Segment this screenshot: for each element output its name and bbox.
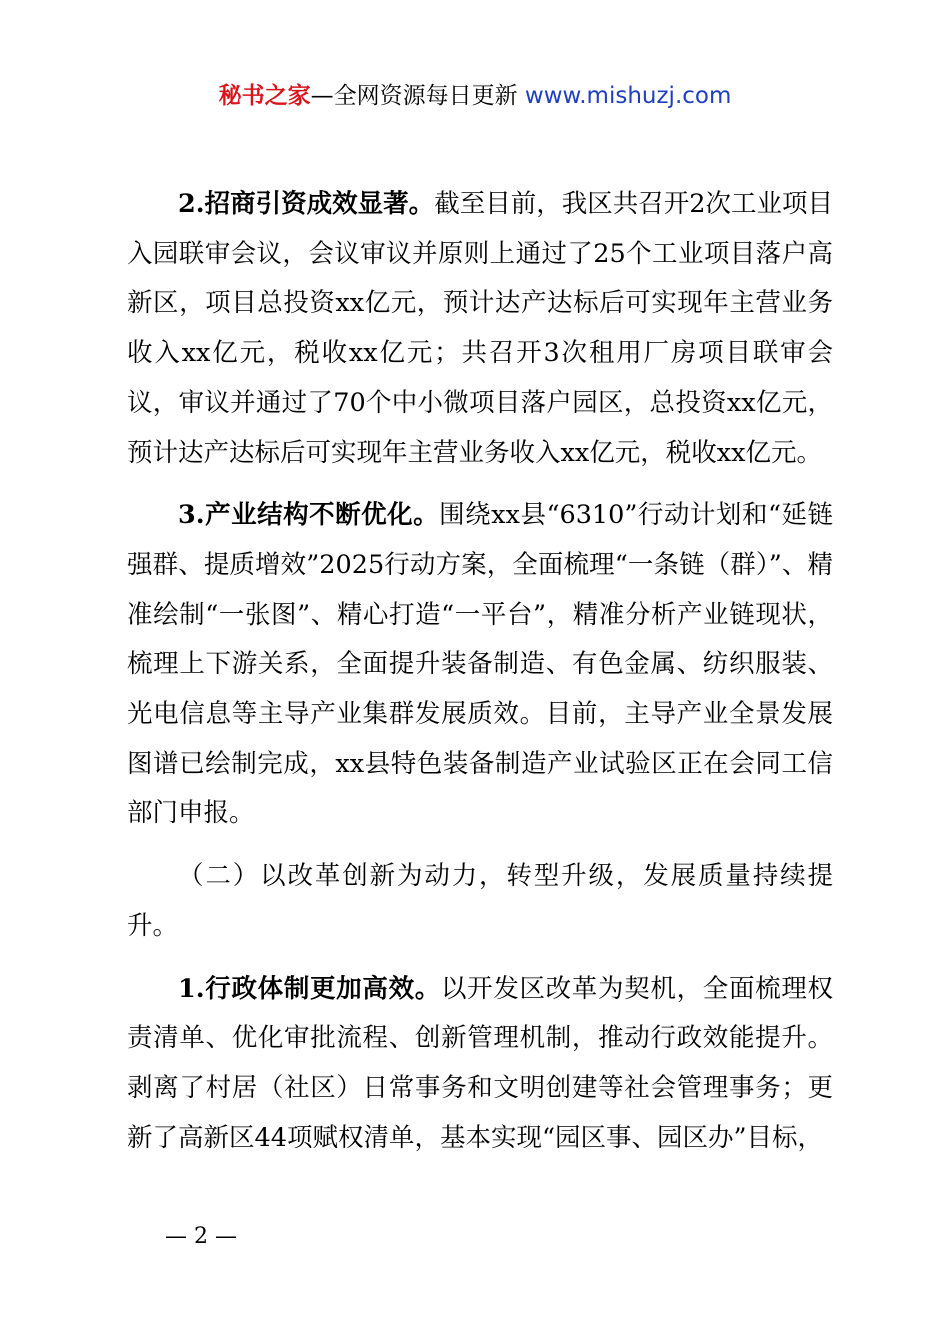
section-heading xyxy=(127,852,833,951)
paragraph-industry-structure xyxy=(127,491,833,839)
paragraph-text: 以开发区改革为契机，全面梳理权责清单、优化审批流程、创新管理机制，推动行政效能提升。剥离了村居（社区）日常事务和文明创建等社会管理事务；更新了高新区44项赋权清单，基本实现“园区事、园区办”目标， xyxy=(127,973,833,1153)
site-header xyxy=(0,80,950,112)
site-url-link[interactable]: www.mishuzj.com xyxy=(524,83,732,109)
site-slogan: —全网资源每日更新 xyxy=(310,83,518,109)
paragraph-heading: 2.招商引资成效显著。 xyxy=(178,189,435,219)
site-brand: 秘书之家 xyxy=(218,83,311,109)
paragraph-text: 围绕xx县“6310”行动计划和“延链强群、提质增效”2025行动方案，全面梳理“一条链（群）”、精准绘制“一张图”、精心打造“一平台”，精准分析产业链现状，梳理上下游关系，全面提升装备制造、有色金属、纺织服装、光电信息等主导产业集群发展质效。目前，主导产业全景发展图谱已绘制完成，xx县特色装备制造产业试验区正在会同工信部门申报。 xyxy=(127,500,833,829)
page-number: — 2 — xyxy=(165,1224,237,1249)
paragraph-text: （二）以改革创新为动力，转型升级，发展质量持续提升。 xyxy=(127,861,833,941)
paragraph-text: 截至目前，我区共召开2次工业项目入园联审会议，会议审议并原则上通过了25个工业项目落户高新区，项目总投资xx亿元，预计达产达标后可实现年主营业务收入xx亿元，税收xx亿元；共召开3次租用厂房项目联审会议，审议并通过了70个中小微项目落户园区，总投资xx亿元，预计达产达标后可实现年主营业务收入xx亿元，税收xx亿元。 xyxy=(127,189,833,468)
paragraph-investment xyxy=(127,180,833,478)
document-body xyxy=(127,180,833,1163)
paragraph-administration xyxy=(127,965,833,1164)
paragraph-heading: 3.产业结构不断优化。 xyxy=(178,500,440,531)
paragraph-heading: 1.行政体制更加高效。 xyxy=(178,973,441,1004)
